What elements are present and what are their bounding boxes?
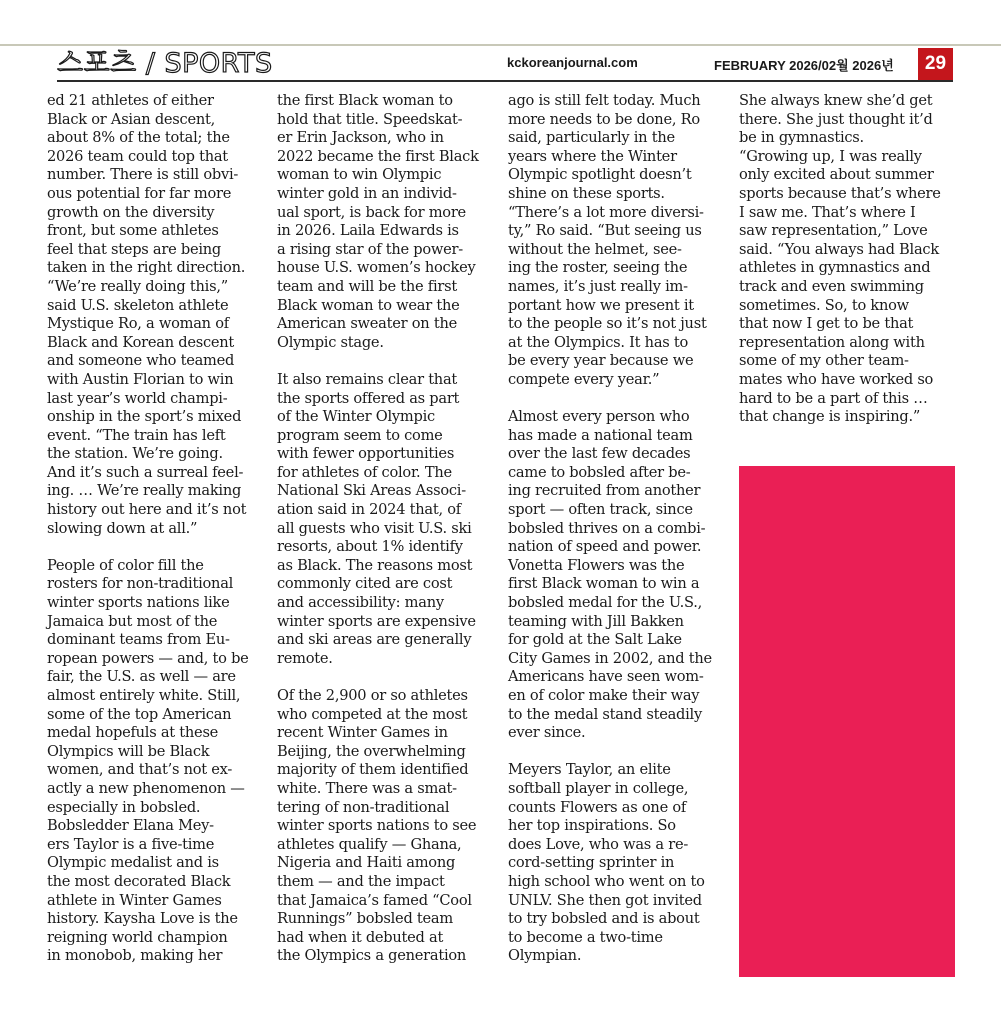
text-line: came to bobsled after be- — [508, 463, 691, 481]
text-line: athletes in gymnastics and — [739, 259, 931, 277]
text-line: ed 21 athletes of either — [47, 92, 214, 109]
text-line: growth on the diversity — [47, 203, 215, 221]
text-line: Olympics will be Black — [47, 742, 210, 760]
text-line: that change is inspiring.” — [739, 408, 921, 426]
text-line: en of color make their way — [508, 687, 700, 704]
text-line: bobsled medal for the U.S., — [508, 594, 703, 612]
text-line: compete every year.” — [508, 370, 660, 388]
text-line: ual sport, is back for more — [277, 203, 466, 221]
text-line: ous potential for far more — [47, 184, 232, 202]
paragraph-gap — [47, 538, 269, 557]
text-line: winter sports nations like — [47, 594, 230, 612]
text-line: softball player in college, — [508, 779, 689, 797]
text-line: sport — often track, since — [508, 501, 693, 519]
text-line: the Olympics a generation — [277, 947, 467, 965]
article-column-1 — [47, 92, 269, 966]
text-line: and ski areas are generally — [277, 631, 472, 649]
text-line: Beijing, the overwhelming — [277, 742, 466, 760]
text-line: mates who have worked so — [739, 370, 934, 388]
advertisement-block — [739, 466, 955, 977]
text-line: said, particularly in the — [508, 129, 675, 147]
text-line: Olympian. — [508, 947, 582, 965]
text-line: ty,” Ro said. “But seeing us — [508, 222, 702, 240]
text-line: women, and that’s not ex- — [47, 761, 233, 779]
text-line: recent Winter Games in — [277, 724, 448, 742]
text-line: that Jamaica’s famed “Cool — [277, 891, 472, 909]
text-line: with Austin Florian to win — [47, 370, 234, 388]
text-line: I saw me. That’s where I — [739, 203, 916, 221]
text-line: commonly cited are cost — [277, 575, 453, 593]
text-line: sometimes. So, to know — [739, 296, 909, 314]
text-line: be every year because we — [508, 352, 694, 370]
text-line: white. There was a smat- — [277, 779, 457, 797]
text-line: “Growing up, I was really — [739, 147, 922, 165]
text-line: the sports offered as part — [277, 389, 460, 407]
text-line: ers Taylor is a five-time — [47, 835, 215, 853]
issue-date: FEBRUARY 2026/02월 2026년 — [714, 58, 894, 73]
article-column-3 — [508, 92, 730, 966]
text-line: sports because that’s where — [739, 184, 941, 202]
page-header — [57, 48, 953, 82]
text-line: house U.S. women’s hockey — [277, 259, 476, 277]
text-line: to the medal stand steadily — [508, 705, 702, 723]
text-line: only excited about summer — [739, 166, 934, 184]
text-line: them — and the impact — [277, 872, 445, 890]
text-line: onship in the sport’s mixed — [47, 408, 242, 426]
text-line: er Erin Jackson, who in — [277, 129, 444, 147]
text-line: history out here and it’s not — [47, 501, 247, 519]
text-line: taken in the right direction. — [47, 259, 246, 277]
top-divider — [0, 44, 1001, 46]
text-line: does Love, who was a re- — [508, 835, 689, 853]
text-line: It also remains clear that — [277, 370, 458, 388]
text-line: fair, the U.S. as well — are — [47, 668, 236, 686]
text-line: ago is still felt today. Much — [508, 92, 701, 109]
text-line: without the helmet, see- — [508, 240, 682, 258]
paragraph-gap — [277, 352, 499, 371]
text-line: almost entirely white. Still, — [47, 687, 241, 704]
text-line: number. There is still obvi- — [47, 166, 239, 184]
text-line: be in gymnastics. — [739, 129, 864, 147]
text-line: reigning world champion — [47, 928, 228, 946]
text-line: for gold at the Salt Lake — [508, 631, 682, 649]
text-line: event. “The train has left — [47, 426, 226, 444]
text-line: winter gold in an individ- — [277, 184, 457, 202]
section-title: 스포츠 / SPORTS — [57, 48, 273, 79]
text-line: program seem to come — [277, 426, 443, 444]
text-line: tering of non-traditional — [277, 798, 450, 816]
text-line: Black and Korean descent — [47, 333, 235, 351]
text-line: some of my other team- — [739, 352, 909, 370]
text-line: to try bobsled and is about — [508, 910, 700, 928]
text-line: Olympic medalist and is — [47, 854, 219, 872]
text-line: shine on these sports. — [508, 184, 665, 202]
text-line: the most decorated Black — [47, 872, 231, 890]
text-line: Olympic spotlight doesn’t — [508, 166, 692, 184]
text-line: with fewer opportunities — [277, 445, 455, 463]
text-line: resorts, about 1% identify — [277, 538, 463, 556]
site-url: kckoreanjournal.com — [507, 55, 638, 70]
text-line: winter sports nations to see — [277, 817, 477, 835]
text-line: Black woman to wear the — [277, 296, 460, 314]
text-line: Meyers Taylor, an elite — [508, 761, 671, 779]
text-line: who competed at the most — [277, 705, 468, 723]
text-line: ing. … We’re really making — [47, 482, 242, 500]
paragraph-gap — [508, 743, 730, 762]
header-rule — [57, 80, 953, 82]
text-line: track and even swimming — [739, 277, 924, 295]
text-line: 2022 became the first Black — [277, 147, 479, 165]
text-line: UNLV. She then got invited — [508, 891, 702, 909]
text-line: feel that steps are being — [47, 240, 221, 258]
paragraph-gap — [508, 390, 730, 409]
text-line: team and will be the first — [277, 277, 457, 295]
text-line: Black or Asian descent, — [47, 110, 216, 128]
text-line: there. She just thought it’d — [739, 110, 933, 128]
text-line: the station. We’re going. — [47, 445, 223, 463]
text-line: some of the top American — [47, 705, 232, 723]
text-line: portant how we present it — [508, 296, 694, 314]
text-line: “There’s a lot more diversi- — [508, 203, 704, 221]
text-line: counts Flowers as one of — [508, 798, 687, 816]
text-line: for athletes of color. The — [277, 463, 452, 481]
text-line: woman to win Olympic — [277, 166, 442, 184]
text-line: And it’s such a surreal feel- — [47, 463, 244, 481]
text-line: last year’s world champi- — [47, 389, 228, 407]
text-line: Nigeria and Haiti among — [277, 854, 456, 872]
article-column-2 — [277, 92, 499, 966]
text-line: People of color fill the — [47, 556, 204, 574]
text-line: high school who went on to — [508, 872, 705, 890]
text-line: Runnings” bobsled team — [277, 910, 453, 928]
text-line: history. Kaysha Love is the — [47, 910, 238, 928]
text-line: Olympic stage. — [277, 333, 384, 351]
text-line: National Ski Areas Associ- — [277, 482, 466, 500]
text-line: hard to be a part of this … — [739, 389, 928, 407]
text-line: Almost every person who — [508, 408, 690, 426]
text-line: first Black woman to win a — [508, 575, 700, 593]
text-line: winter sports are expensive — [277, 612, 476, 630]
text-line: as Black. The reasons most — [277, 556, 473, 574]
page-number: 29 — [918, 48, 953, 80]
text-line: saw representation,” Love — [739, 222, 928, 240]
text-line: She always knew she’d get — [739, 92, 933, 109]
text-line: dominant teams from Eu- — [47, 631, 230, 649]
text-line: Bobsledder Elana Mey- — [47, 817, 214, 835]
text-line: American sweater on the — [277, 315, 457, 333]
text-line: nation of speed and power. — [508, 538, 702, 556]
text-line: athlete in Winter Games — [47, 891, 222, 909]
text-line: Jamaica but most of the — [47, 612, 218, 630]
text-line: “We’re really doing this,” — [47, 277, 228, 295]
article-column-4 — [739, 92, 961, 427]
text-line: said. “You always had Black — [739, 240, 939, 258]
text-line: had when it debuted at — [277, 928, 444, 946]
text-line: City Games in 2002, and the — [508, 649, 712, 667]
text-line: ever since. — [508, 724, 586, 742]
text-line: representation along with — [739, 333, 925, 351]
text-line: and accessibility: many — [277, 594, 444, 612]
text-line: hold that title. Speedskat- — [277, 110, 463, 128]
text-line: has made a national team — [508, 426, 693, 444]
text-line: slowing down at all.” — [47, 519, 198, 537]
text-line: bobsled thrives on a combi- — [508, 519, 706, 537]
text-line: at the Olympics. It has to — [508, 333, 689, 351]
text-line: about 8% of the total; the — [47, 129, 230, 147]
text-line: over the last few decades — [508, 445, 691, 463]
text-line: all guests who visit U.S. ski — [277, 519, 472, 537]
text-line: to become a two-time — [508, 928, 663, 946]
text-line: that now I get to be that — [739, 315, 914, 333]
text-line: front, but some athletes — [47, 222, 219, 240]
text-line: of the Winter Olympic — [277, 408, 435, 426]
paragraph-gap — [277, 668, 499, 687]
text-line: rosters for non-traditional — [47, 575, 234, 593]
text-line: to the people so it’s not just — [508, 315, 707, 333]
text-line: and someone who teamed — [47, 352, 235, 370]
text-line: in monobob, making her — [47, 947, 223, 965]
text-line: said U.S. skeleton athlete — [47, 296, 229, 314]
text-line: ation said in 2024 that, of — [277, 501, 461, 519]
text-line: actly a new phenomenon — — [47, 779, 245, 797]
text-line: especially in bobsled. — [47, 798, 201, 816]
text-line: Mystique Ro, a woman of — [47, 315, 229, 333]
text-line: in 2026. Laila Edwards is — [277, 222, 459, 240]
text-line: more needs to be done, Ro — [508, 110, 700, 128]
text-line: a rising star of the power- — [277, 240, 463, 258]
text-line: Vonetta Flowers was the — [508, 556, 685, 574]
text-line: ing recruited from another — [508, 482, 701, 500]
text-line: years where the Winter — [508, 147, 677, 165]
text-line: ropean powers — and, to be — [47, 649, 249, 667]
text-line: athletes qualify — Ghana, — [277, 835, 462, 853]
text-line: her top inspirations. So — [508, 817, 676, 835]
text-line: 2026 team could top that — [47, 147, 228, 165]
text-line: remote. — [277, 649, 333, 667]
text-line: Americans have seen wom- — [508, 668, 704, 686]
text-line: cord-setting sprinter in — [508, 854, 675, 872]
text-line: majority of them identified — [277, 761, 469, 779]
text-line: teaming with Jill Bakken — [508, 612, 684, 630]
text-line: the first Black woman to — [277, 92, 453, 109]
text-line: medal hopefuls at these — [47, 724, 219, 742]
text-line: ing the roster, seeing the — [508, 259, 688, 277]
text-line: Of the 2,900 or so athletes — [277, 687, 468, 704]
text-line: names, it’s just really im- — [508, 277, 688, 295]
